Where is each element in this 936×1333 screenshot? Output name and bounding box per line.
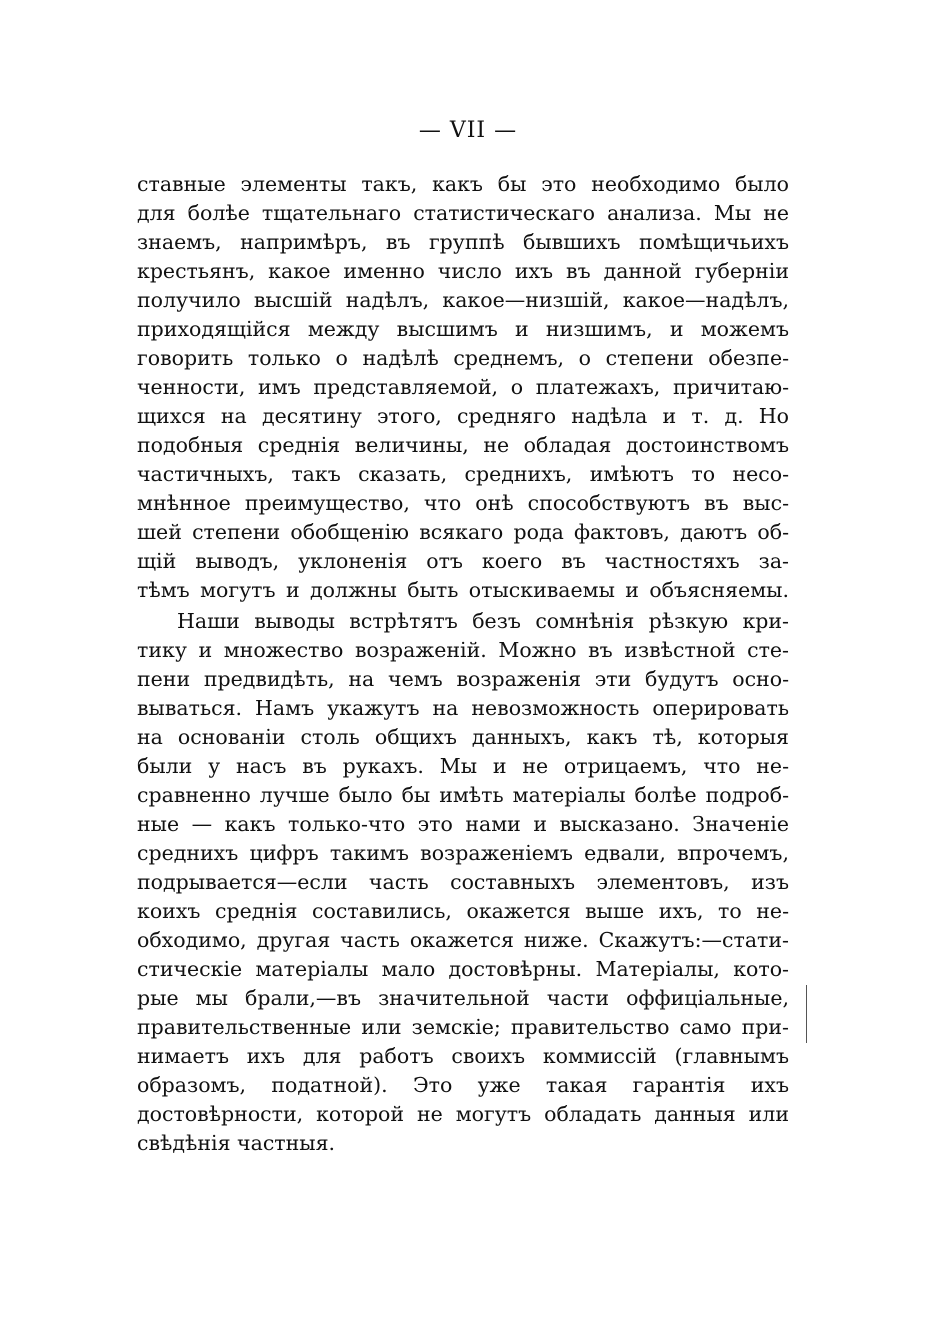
text-line: свѣдѣнія частныя. [137,1131,336,1155]
text-line: крестьянъ, какое именно число ихъ въ данной губерніи [137,259,789,283]
text-line: пени предвидѣть, на чемъ возраженія эти будутъ осно- [137,667,789,691]
text-line: образомъ, податной). Это уже такая гарантія ихъ [137,1073,789,1097]
text-line: подобныя среднія величины, не обладая достоинствомъ [137,433,789,457]
text-line: мнѣнное преимущество, что онѣ способствуютъ въ выс- [137,491,789,515]
text-line: шей степени обобщенію всякаго рода фактовъ, даютъ об- [137,520,789,544]
text-line: Наши выводы встрѣтятъ безъ сомнѣнія рѣзкую кри- [177,609,789,633]
text-line: были у насъ въ рукахъ. Мы и не отрицаемъ, что не- [137,754,789,778]
text-line: сравненно лучше было бы имѣть матеріалы болѣе подроб- [137,783,789,807]
text-line: частичныхъ, такъ сказать, среднихъ, имѣютъ то несо- [137,462,789,486]
paragraph-2 [137,607,789,1158]
text-line: говорить только о надѣлѣ среднемъ, о степени обезпе- [137,346,789,370]
text-line: подрывается—если часть составныхъ элементовъ, изъ [137,870,789,894]
text-line: получило высшій надѣлъ, какое—низшій, какое—надѣлъ, [137,288,789,312]
text-line: рые мы брали,—въ значительной части оффиціальные, [137,986,789,1010]
paragraph-1 [137,170,789,605]
text-line: приходящійся между высшимъ и низшимъ, и можемъ [137,317,789,341]
page-number: — VII — [418,118,518,143]
text-line: тику и множество возраженій. Можно въ извѣстной сте- [137,638,789,662]
text-line: щій выводъ, уклоненія отъ коего въ частностяхъ за- [137,549,789,573]
text-line: среднихъ цифръ такимъ возраженіемъ едвали, впрочемъ, [137,841,789,865]
text-line: ставные элементы такъ, какъ бы это необходимо было [137,172,789,196]
text-line: ные — какъ только-что это нами и высказано. Значеніе [137,812,789,836]
text-line: достовѣрности, которой не могутъ обладать данныя или [137,1102,789,1126]
text-line: для болѣе тщательнаго статистическаго анализа. Мы не [137,201,789,225]
text-line: знаемъ, напримѣръ, въ группѣ бывшихъ помѣщичьихъ [137,230,789,254]
text-line: на основаніи столь общихъ данныхъ, какъ тѣ, которыя [137,725,789,749]
margin-mark [806,985,809,1043]
text-line: щихся на десятину этого, средняго надѣла и т. д. Но [137,404,789,428]
text-line: ченности, имъ представляемой, о платежахъ, причитаю- [137,375,789,399]
text-line: коихъ среднія составились, окажется выше ихъ, то не- [137,899,789,923]
text-line: правительственные или земскіе; правительство само при- [137,1015,789,1039]
text-line: стическіе матеріалы мало достовѣрны. Матеріалы, кото- [137,957,789,981]
text-line: вываться. Намъ укажутъ на невозможность оперировать [137,696,789,720]
text-line: тѣмъ могутъ и должны быть отыскиваемы и объясняемы. [137,578,789,602]
body-text [137,170,789,1158]
text-line: обходимо, другая часть окажется ниже. Скажутъ:—стати- [137,928,789,952]
text-line: нимаетъ ихъ для работъ своихъ коммиссій (главнымъ [137,1044,789,1068]
